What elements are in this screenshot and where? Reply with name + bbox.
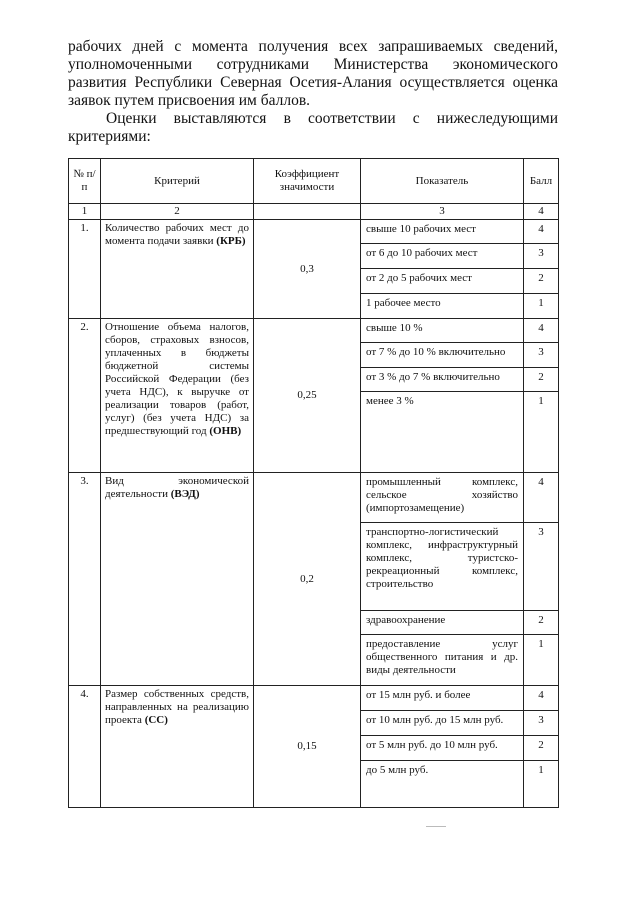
- indicator-text: 1 рабочее место: [366, 297, 441, 309]
- indicator-text: от 10 млн руб. до 15 млн руб.: [361, 711, 523, 736]
- table-row: [69, 220, 559, 319]
- indicator-text: менее 3 %: [366, 395, 414, 407]
- row-indicators: [361, 319, 524, 473]
- indicator-text: свыше 10 %: [361, 319, 523, 343]
- column-number: 1: [69, 204, 101, 220]
- column-number: 2: [101, 204, 254, 220]
- indicator-score: 4: [524, 686, 558, 711]
- page-mark: [426, 826, 446, 827]
- row-number: 3.: [69, 473, 101, 686]
- indicator-score: 2: [524, 611, 558, 635]
- indicator-score: 2: [524, 269, 558, 294]
- indicator-text: от 2 до 5 рабочих мест: [361, 269, 523, 294]
- indicator-score: 1: [538, 297, 544, 309]
- indicator-score: 3: [524, 244, 558, 269]
- row-coefficient: 0,15: [254, 686, 361, 808]
- table-row: [69, 686, 559, 808]
- column-number: [254, 204, 361, 220]
- indicator-score: 3: [524, 523, 558, 611]
- indicator-score: 3: [524, 711, 558, 736]
- indicator-text: свыше 10 рабочих мест: [361, 220, 523, 244]
- indicator-text: предоставление услуг общественного питания и др. виды деятельности: [366, 638, 518, 676]
- indicator-score: 4: [524, 220, 558, 244]
- header-indicator: Показатель: [361, 159, 524, 204]
- row-criterion: Вид экономической деятельности (ВЭД): [101, 473, 254, 686]
- row-indicators: [361, 473, 524, 686]
- row-number: 2.: [69, 319, 101, 473]
- indicator-score: 4: [524, 473, 558, 523]
- row-criterion: Отношение объема налогов, сборов, страховых взносов, уплаченных в бюджеты бюджетной системы Российской Федерации (без учета НДС), к выручке от реализации товаров (работ, услуг) (без учета НДС) за предшествующий год (ОНВ): [101, 319, 254, 473]
- indicator-text: от 15 млн руб. и более: [361, 686, 523, 711]
- row-number: 4.: [69, 686, 101, 808]
- header-score: Балл: [524, 159, 559, 204]
- criterion-code: (ВЭД): [170, 488, 200, 500]
- indicator-score: 1: [538, 638, 544, 650]
- row-indicators: [361, 686, 524, 808]
- header-coefficient: Коэффициент значимости: [254, 159, 361, 204]
- row-criterion: Количество рабочих мест до момента подачи заявки (КРБ): [101, 220, 254, 319]
- indicator-text: от 5 млн руб. до 10 млн руб.: [361, 736, 523, 761]
- indicator-score: 3: [524, 343, 558, 368]
- row-number: 1.: [69, 220, 101, 319]
- intro-text: [68, 38, 558, 146]
- row-coefficient: 0,2: [254, 473, 361, 686]
- indicator-score: 4: [524, 319, 558, 343]
- row-coefficient: 0,25: [254, 319, 361, 473]
- indicator-score: 1: [538, 395, 544, 407]
- column-number-row: [69, 204, 559, 220]
- indicator-score: 1: [538, 764, 544, 776]
- table-row: [69, 473, 559, 686]
- header-criterion: Критерий: [101, 159, 254, 204]
- indicator-text: транспортно-логистический комплекс, инфраструктурный комплекс, туристско-рекреационный комплекс, строительство: [361, 523, 523, 611]
- column-number: 4: [524, 204, 559, 220]
- header-num: № п/п: [69, 159, 101, 204]
- row-scores: [524, 319, 559, 473]
- row-criterion: Размер собственных средств, направленных на реализацию проекта (СС): [101, 686, 254, 808]
- criterion-code: (КРБ): [216, 235, 246, 247]
- table-header-row: [69, 159, 559, 204]
- indicator-text: здравоохранение: [361, 611, 523, 635]
- indicator-text: от 3 % до 7 % включительно: [361, 368, 523, 392]
- criterion-code: (СС): [144, 714, 168, 726]
- intro-paragraph-2: Оценки выставляются в соответствии с нижеследующими критериями:: [68, 110, 558, 145]
- indicator-text: промышленный комплекс, сельское хозяйство (импортозамещение): [361, 473, 523, 523]
- column-number: 3: [361, 204, 524, 220]
- intro-paragraph-1: рабочих дней с момента получения всех запрашиваемых сведений, уполномоченными сотрудниками Министерства экономического развития Республики Северная Осетия-Алания осуществляется оценка заявок путем присвоения им баллов.: [68, 38, 558, 109]
- row-coefficient: 0,3: [254, 220, 361, 319]
- indicator-text: от 7 % до 10 % включительно: [361, 343, 523, 368]
- criterion-code: (ОНВ): [209, 425, 242, 437]
- indicator-score: 2: [524, 736, 558, 761]
- row-indicators: [361, 220, 524, 319]
- indicator-score: 2: [524, 368, 558, 392]
- indicator-text: от 6 до 10 рабочих мест: [361, 244, 523, 269]
- criteria-table: [68, 158, 559, 808]
- indicator-text: до 5 млн руб.: [366, 764, 429, 776]
- table-row: [69, 319, 559, 473]
- row-scores: [524, 473, 559, 686]
- row-scores: [524, 686, 559, 808]
- row-scores: [524, 220, 559, 319]
